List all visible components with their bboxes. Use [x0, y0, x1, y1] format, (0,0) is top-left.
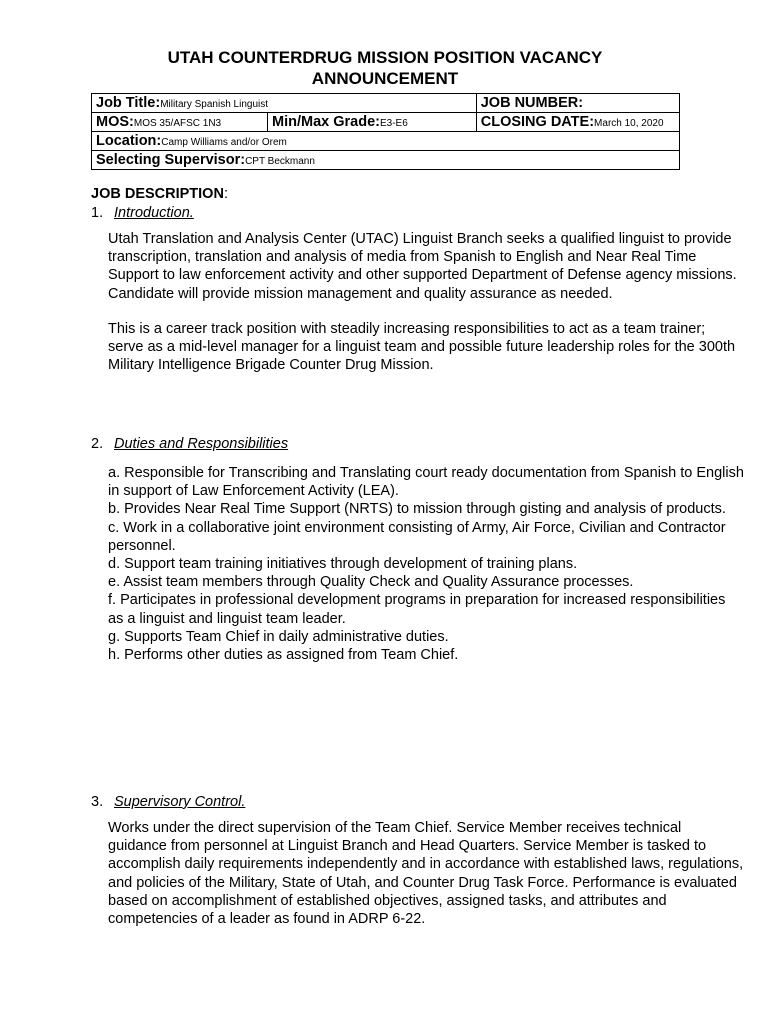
job-number-label: JOB NUMBER: [480, 95, 584, 111]
duty-item: g. Supports Team Chief in daily administrative duties. [108, 628, 449, 645]
duties-list [108, 464, 744, 664]
closing-date-cell [476, 113, 679, 132]
job-title-value: Military Spanish Linguist [160, 99, 269, 110]
section-supervisory-title: Supervisory Control. [114, 794, 246, 810]
mos-value: MOS 35/AFSC 1N3 [133, 118, 222, 129]
intro-paragraph-1: Utah Translation and Analysis Center (UTAC) Linguist Branch seeks a qualified linguist to provide transcription, translation and analysis of media from Spanish to English and Near Real Time Support to law enforcement activity and other supported Department of Defense agency missions. Candidate will provide mission management and quality assurance as needed. [108, 231, 737, 302]
mos-cell [92, 113, 268, 132]
duty-item: h. Performs other duties as assigned from Team Chief. [108, 647, 459, 664]
supervisor-value: CPT Beckmann [245, 156, 315, 167]
supervisor-cell [92, 151, 680, 170]
document-title-line2: ANNOUNCEMENT [311, 69, 459, 88]
supervisory-paragraph: Works under the direct supervision of the Team Chief. Service Member receives technical guidance from personnel at Linguist Branch and Head Quarters. Service Member is tasked to accomplish daily requirements independently and in accordance with established laws, regulations, and policies of the Military, State of Utah, and Counter Drug Task Force. Performance is evaluated based on accomplishment of established objectives, assigned tasks, and attributes and competencies of a leader as found in ADRP 6-22. [108, 820, 744, 928]
supervisor-label: Selecting Supervisor: [96, 152, 246, 168]
intro-paragraph-2: This is a career track position with steadily increasing responsibilities to act as a team trainer; serve as a mid-level manager for a linguist team and possible future leadership roles for the 300th Military Intelligence Brigade Counter Drug Mission. [108, 321, 736, 374]
section-supervisory-heading [91, 793, 245, 811]
location-value: Camp Williams and/or Orem [161, 137, 287, 148]
job-description-colon: : [223, 186, 228, 202]
location-label: Location: [96, 133, 162, 149]
grade-value: E3-E6 [379, 118, 408, 129]
duty-item: b. Provides Near Real Time Support (NRTS) to mission through gisting and analysis of products. [108, 501, 726, 518]
job-description-label: JOB DESCRIPTION [91, 186, 224, 202]
job-description-heading [91, 185, 228, 203]
section-supervisory-number: 3. [91, 794, 104, 810]
duty-item: f. Participates in professional development programs in preparation for increased responsibilities as a linguist and linguist team leader. [108, 592, 726, 627]
section-duties-title: Duties and Responsibilities [114, 436, 289, 452]
location-cell [92, 132, 680, 151]
duty-item: e. Assist team members through Quality Check and Quality Assurance processes. [108, 574, 634, 591]
duty-item: d. Support team training initiatives through development of training plans. [108, 556, 578, 573]
vacancy-info-table [91, 93, 680, 170]
closing-date-label: CLOSING DATE: [480, 114, 595, 130]
section-duties-heading [91, 435, 288, 453]
duty-item: c. Work in a collaborative joint environment consisting of Army, Air Force, Civilian and Contractor personnel. [108, 519, 726, 554]
mos-label: MOS: [96, 114, 134, 130]
document-title-line1: UTAH COUNTERDRUG MISSION POSITION VACANCY [167, 48, 603, 67]
grade-cell [268, 113, 477, 132]
grade-label: Min/Max Grade: [272, 114, 380, 130]
job-number-cell [476, 94, 679, 113]
section-intro-heading [91, 204, 194, 222]
closing-date-value: March 10, 2020 [594, 118, 664, 129]
section-intro-title: Introduction. [114, 205, 194, 221]
job-title-cell [92, 94, 477, 113]
duty-item: a. Responsible for Transcribing and Translating court ready documentation from Spanish to English in support of Law Enforcement Activity (LEA). [108, 465, 744, 500]
section-duties-number: 2. [91, 436, 104, 452]
section-intro-number: 1. [91, 205, 104, 221]
job-title-label: Job Title: [96, 95, 161, 111]
